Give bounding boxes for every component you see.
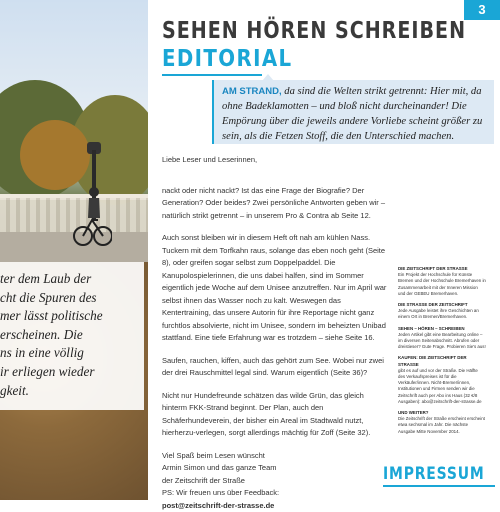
- photo-quote-line: mer lässt politische: [0, 307, 144, 326]
- imprint-block: [398, 302, 486, 321]
- photo-quote-line: ir erliegen wieder: [0, 363, 144, 382]
- cyclist-icon: [72, 180, 112, 250]
- intro-box: [212, 80, 494, 144]
- closing-line: der Zeitschrift der Straße: [162, 475, 390, 488]
- imprint-block-text: Ein Projekt der Hochschule für Künste Bremen und der Hochschule Bremerhaven in Zusammenarbeit mit der Inneren Mission und der GEBEU Bremerhaven.: [398, 272, 486, 296]
- photo-quote-box: [0, 262, 144, 410]
- intro-body: da sind die Welten strikt getrennt: Hier mit, da ohne Badeklamotten – und bloß nicht durcheinander! Die Empörung über die jeweils andere Vorliebe scheint größer zu sein, als die Fetzen Stoff, die den Unterschied machen.: [222, 86, 482, 142]
- imprint-block-text: gibt es auf und vor der Straße. Die Hälfte des Verkaufspreises ist für die Verkäufer/innen. Nicht-Bremer/innen, Institutionen und Firmen senden wir die Zeitschrift auch per Abo ins Haus (32 €/8 Ausgaben): abo@zeitschrift-der-strasse.de: [398, 368, 482, 404]
- cover-photo: [0, 0, 148, 500]
- imprint-block: [398, 410, 486, 435]
- impressum-underline: [383, 485, 495, 487]
- photo-quote-line: cht die Spuren des: [0, 289, 144, 308]
- photo-quote-line: gkeit.: [0, 382, 144, 401]
- imprint-block-title: DIE STRASSE DER ZEITSCHRIFT: [398, 302, 486, 308]
- closing-line: PS: Wir freuen uns über Feedback:: [162, 487, 390, 500]
- paragraph: Nicht nur Hundefreunde schätzen das wilde Grün, das gleich hinterm FKK-Strand beginnt. Der Plan, auch den Schäferhundeverein, der bisher ein Areal im Stadtwald nutzt, hierherzu-verlegen, sorgt allerdings mächtig für Zoff (Seite 32).: [162, 390, 390, 440]
- closing: [162, 450, 390, 512]
- imprint-column: [398, 266, 486, 440]
- imprint-block-title: DIE ZEITSCHRIFT DER STRASSE: [398, 266, 486, 272]
- imprint-block-text: Jeden Artikel gibt eine Bearbeitung online – im diversen Seitenabschnitt. Abrufen oder dreistieser? Gute Frage. Probieren Sie's aus!: [398, 332, 486, 349]
- page-title: EDITORIAL: [162, 46, 292, 72]
- greeting: Liebe Leser und Leserinnen,: [162, 154, 390, 167]
- photo-quote-line: erscheinen. Die: [0, 326, 144, 345]
- page-number: 3: [464, 0, 500, 20]
- feedback-email-link[interactable]: post@zeitschrift-der-strasse.de: [162, 500, 390, 512]
- closing-line: Armin Simon und das ganze Team: [162, 462, 390, 475]
- imprint-block-title: UND WEITER?: [398, 410, 486, 416]
- closing-line: Viel Spaß beim Lesen wünscht: [162, 450, 390, 463]
- impressum-heading: IMPRESSUM: [383, 464, 485, 484]
- paragraph: Auch sonst bleiben wir in diesem Heft oft nah am kühlen Nass. Tuckern mit dem Torfkahn raus, solange das eben noch geht (Seite 8), oder greifen sogar selbst zum Doppelpaddel. Die Kanupolospielerinnen, die uns dabei halfen, sind im Sommer eigentlich jede Woche auf dem Unisee anzutreffen. Nur im April war selbst ihnen das Wasser noch zu kalt. Weswegen das Kentertraining, das unsere Autorin für ihre Reportage nicht ganz furchtlos absolvierte, nicht im Unisee, sondern im beheizten Unibad stattfand. Eine tiefe Erfahrung war es trotzdem – siehe Seite 16.: [162, 232, 390, 345]
- photo-quote-line: ns in eine völlig: [0, 344, 144, 363]
- photo-quote-line: ter dem Laub der: [0, 270, 144, 289]
- imprint-block-title: KAUFEN: DIE ZEITSCHRIFT DER STRASSE: [398, 355, 486, 367]
- article-body: [162, 154, 390, 512]
- imprint-block-text: Jede Ausgabe leistet ihre Geschichten an einem Ort in Bremen/Bremerhaven.: [398, 308, 479, 319]
- section-title: SEHEN HÖREN SCHREIBEN: [162, 18, 466, 44]
- imprint-block-text: Die Zeitschrift der Straße erscheint erscheint etwa sechsmal im Jahr. Die nächste Ausgabe Mitte November 2014.: [398, 416, 485, 433]
- paragraph: nackt oder nicht nackt? Ist das eine Frage der Biografie? Der Generation? Oder beides? Zwei persönliche Antworten geben wir – natürlich strikt getrennt – in unserem Pro & Contra ab Seite 12.: [162, 185, 390, 223]
- paragraph: Saufen, rauchen, kiffen, auch das gehört zum See. Wobei nur zwei der drei Rauschmittel legal sind. Warum eigentlich (Seite 36)?: [162, 355, 390, 380]
- intro-text: [222, 84, 486, 144]
- imprint-block: [398, 266, 486, 297]
- imprint-block-title: SEHEN – HÖREN – SCHREIBEN: [398, 326, 486, 332]
- intro-lead: AM STRAND,: [222, 86, 282, 97]
- imprint-block: [398, 355, 486, 405]
- imprint-block: [398, 326, 486, 351]
- title-underline: [162, 74, 262, 76]
